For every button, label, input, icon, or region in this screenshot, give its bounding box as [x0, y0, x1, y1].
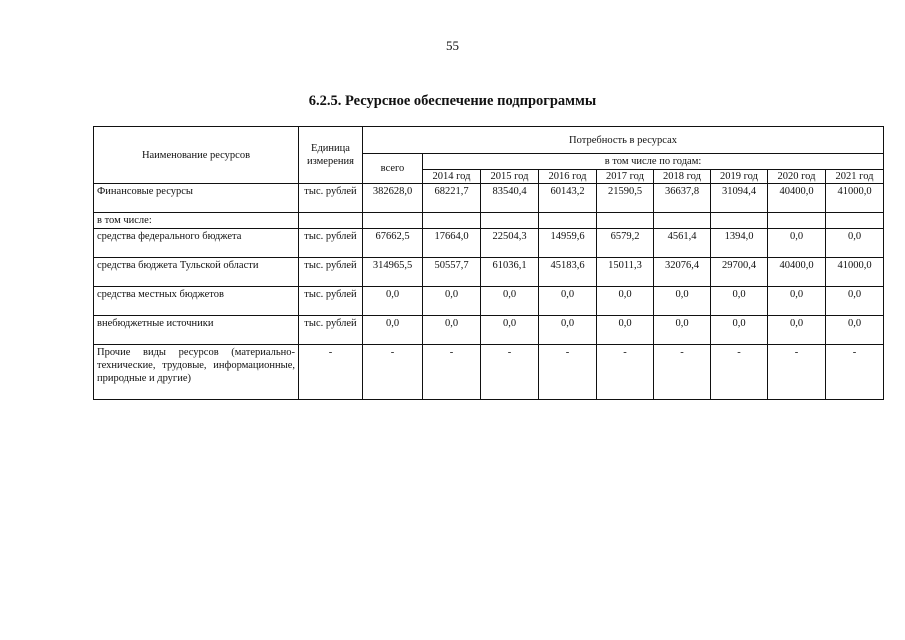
row-value: 83540,4	[481, 184, 539, 213]
row-value: -	[539, 345, 597, 400]
header-by-years: в том числе по годам:	[423, 154, 884, 170]
row-name: Прочие виды ресурсов (материально-технические, трудовые, информационные, природные и другие)	[94, 345, 299, 400]
row-value: 0,0	[826, 287, 884, 316]
row-value: 60143,2	[539, 184, 597, 213]
row-value: 0,0	[711, 316, 768, 345]
row-value: 6579,2	[597, 229, 654, 258]
empty-cell	[481, 213, 539, 229]
row-value: 0,0	[826, 316, 884, 345]
header-year: 2017 год	[597, 170, 654, 184]
row-name: средства местных бюджетов	[94, 287, 299, 316]
row-value: 4561,4	[654, 229, 711, 258]
row-value: 0,0	[654, 287, 711, 316]
row-unit: тыс. рублей	[299, 229, 363, 258]
row-value: 0,0	[826, 229, 884, 258]
table-row	[94, 345, 884, 400]
row-value: 0,0	[654, 316, 711, 345]
row-value: 41000,0	[826, 184, 884, 213]
table-row	[94, 213, 884, 229]
row-value: 0,0	[539, 316, 597, 345]
row-value: 29700,4	[711, 258, 768, 287]
table-row	[94, 316, 884, 345]
row-value: 41000,0	[826, 258, 884, 287]
empty-cell	[597, 213, 654, 229]
row-value: -	[768, 345, 826, 400]
row-value: 0,0	[768, 229, 826, 258]
row-unit: тыс. рублей	[299, 287, 363, 316]
row-value: 0,0	[539, 287, 597, 316]
row-name: в том числе:	[94, 213, 299, 229]
header-need: Потребность в ресурсах	[363, 127, 884, 154]
row-value: 1394,0	[711, 229, 768, 258]
row-value: 17664,0	[423, 229, 481, 258]
row-name: средства бюджета Тульской области	[94, 258, 299, 287]
page-number: 55	[446, 38, 459, 53]
header-total: всего	[363, 154, 423, 184]
empty-cell	[768, 213, 826, 229]
row-value: 14959,6	[539, 229, 597, 258]
header-name: Наименование ресурсов	[94, 127, 299, 184]
header-year: 2018 год	[654, 170, 711, 184]
row-value: -	[654, 345, 711, 400]
row-value: -	[711, 345, 768, 400]
row-value: 32076,4	[654, 258, 711, 287]
header-year: 2021 год	[826, 170, 884, 184]
table-row	[94, 287, 884, 316]
row-value: 50557,7	[423, 258, 481, 287]
row-name: средства федерального бюджета	[94, 229, 299, 258]
row-value: 0,0	[711, 287, 768, 316]
row-value: 0,0	[768, 316, 826, 345]
table-row	[94, 258, 884, 287]
row-value: -	[826, 345, 884, 400]
table-row	[94, 229, 884, 258]
row-total: 0,0	[363, 287, 423, 316]
row-value: 40400,0	[768, 184, 826, 213]
row-value: 40400,0	[768, 258, 826, 287]
row-total: 382628,0	[363, 184, 423, 213]
row-value: 0,0	[481, 316, 539, 345]
row-value: 31094,4	[711, 184, 768, 213]
header-unit: Единица измерения	[299, 127, 363, 184]
row-name: внебюджетные источники	[94, 316, 299, 345]
header-year: 2020 год	[768, 170, 826, 184]
row-total: 0,0	[363, 316, 423, 345]
header-year: 2019 год	[711, 170, 768, 184]
row-value: -	[423, 345, 481, 400]
row-value: 68221,7	[423, 184, 481, 213]
row-total: -	[363, 345, 423, 400]
row-value: 36637,8	[654, 184, 711, 213]
row-value: 0,0	[597, 316, 654, 345]
header-row	[94, 127, 884, 154]
row-value: 15011,3	[597, 258, 654, 287]
row-value: 61036,1	[481, 258, 539, 287]
header-year: 2015 год	[481, 170, 539, 184]
row-value: 0,0	[481, 287, 539, 316]
section-title: 6.2.5. Ресурсное обеспечение подпрограммы	[308, 93, 597, 109]
header-year: 2014 год	[423, 170, 481, 184]
resource-table	[93, 126, 884, 400]
empty-cell	[299, 213, 363, 229]
empty-cell	[539, 213, 597, 229]
empty-cell	[711, 213, 768, 229]
empty-cell	[654, 213, 711, 229]
row-value: 0,0	[597, 287, 654, 316]
row-value: 0,0	[423, 316, 481, 345]
table-row	[94, 184, 884, 213]
row-value: -	[481, 345, 539, 400]
row-value: 22504,3	[481, 229, 539, 258]
empty-cell	[423, 213, 481, 229]
row-unit: -	[299, 345, 363, 400]
row-name: Финансовые ресурсы	[94, 184, 299, 213]
row-unit: тыс. рублей	[299, 258, 363, 287]
row-unit: тыс. рублей	[299, 316, 363, 345]
empty-cell	[363, 213, 423, 229]
row-value: 21590,5	[597, 184, 654, 213]
row-unit: тыс. рублей	[299, 184, 363, 213]
row-value: 0,0	[768, 287, 826, 316]
row-value: 45183,6	[539, 258, 597, 287]
empty-cell	[826, 213, 884, 229]
row-total: 314965,5	[363, 258, 423, 287]
row-value: -	[597, 345, 654, 400]
row-total: 67662,5	[363, 229, 423, 258]
row-value: 0,0	[423, 287, 481, 316]
header-year: 2016 год	[539, 170, 597, 184]
